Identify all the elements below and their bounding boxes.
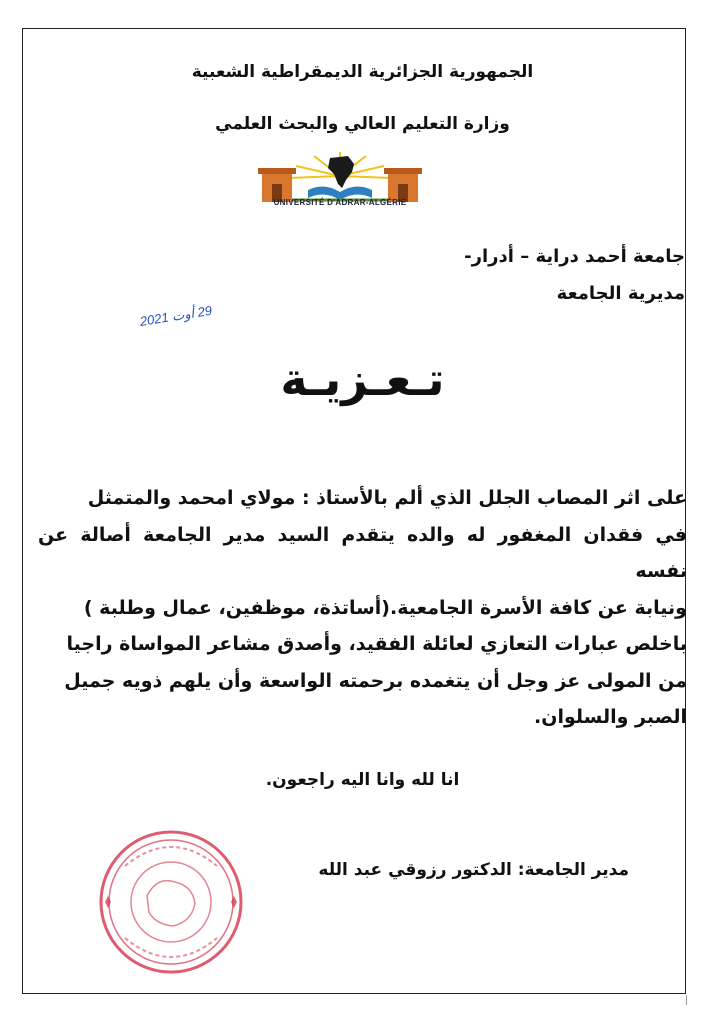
body-line: في فقدان المغفور له والده يتقدم السيد مدير الجامعة أصالة عن نفسه — [38, 523, 687, 582]
ministry-heading: وزارة التعليم العالي والبحث العلمي — [215, 114, 510, 134]
director-signature: مدير الجامعة: الدكتور رزوقي عبد الله — [318, 860, 629, 880]
closing-verse: انا لله وانا اليه راجعون. — [265, 770, 460, 790]
body-line: ونيابة عن كافة الأسرة الجامعية.(أساتذة، موظفين، عمال وطلبة ) — [83, 596, 687, 619]
condolence-body — [38, 480, 687, 736]
republic-heading: الجمهورية الجزائرية الديمقراطية الشعبية — [191, 62, 534, 82]
right-tower-icon — [384, 168, 422, 202]
logo-caption: UNIVERSITÉ D'ADRAR-ALGÉRIE — [273, 198, 407, 207]
africa-map-icon — [328, 156, 354, 188]
date-stamp: 29 أوت 2021 — [138, 302, 213, 329]
directorate-name: مديرية الجامعة — [556, 283, 685, 304]
body-line: من المولى عز وجل أن يتغمده برحمته الواسعة وأن يلهم ذويه جميل — [64, 669, 687, 692]
document-title: تـعـزيـة — [280, 352, 445, 406]
body-line: باخلص عبارات التعازي لعائلة الفقيد، وأصدق مشاعر المواساة راجيا — [66, 633, 687, 655]
left-tower-icon — [258, 168, 296, 202]
university-name: جامعة أحمد دراية – أدرار- — [464, 246, 685, 267]
official-seal-icon — [95, 826, 247, 978]
body-line: الصبر والسلوان. — [534, 706, 687, 728]
body-line: على اثر المصاب الجلل الذي ألم بالأستاذ : مولاي امحمد والمتمثل — [87, 487, 687, 509]
scan-edge-mark — [686, 995, 697, 1005]
university-logo — [252, 150, 428, 220]
